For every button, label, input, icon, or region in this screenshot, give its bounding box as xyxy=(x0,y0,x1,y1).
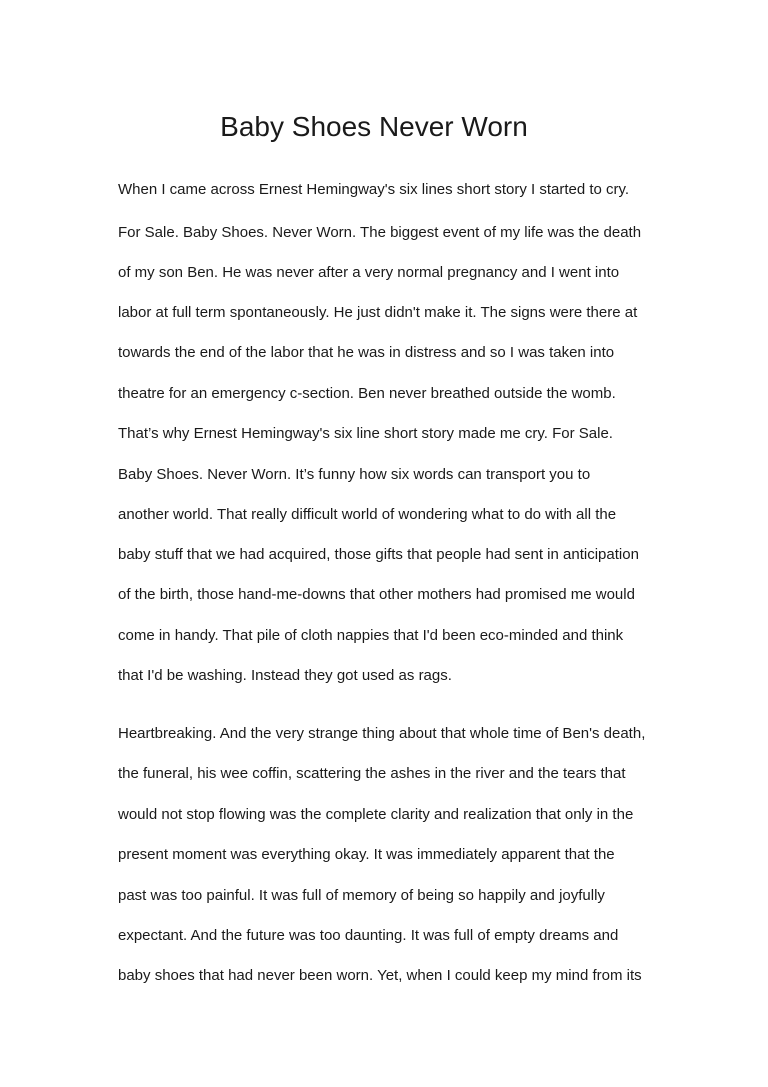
text-line: baby shoes that had never been worn. Yet, when I could keep my mind from its xyxy=(118,967,642,984)
text-line: theatre for an emergency c-section. Ben never breathed outside the womb. xyxy=(118,385,616,402)
text-line: For Sale. Baby Shoes. Never Worn. The biggest event of my life was the death xyxy=(118,224,642,241)
text-line: When I came across Ernest Hemingway's six lines short story I started to cry. xyxy=(118,181,630,198)
text-line: would not stop flowing was the complete clarity and realization that only in the xyxy=(118,806,634,823)
text-line: baby stuff that we had acquired, those gifts that people had sent in anticipation xyxy=(118,546,639,563)
text-line: that I'd be washing. Instead they got used as rags. xyxy=(118,667,452,684)
text-line: That’s why Ernest Hemingway's six line short story made me cry. For Sale. xyxy=(118,425,613,442)
text-line: come in handy. That pile of cloth nappies that I'd been eco-minded and think xyxy=(118,627,624,644)
text-line: past was too painful. It was full of memory of being so happily and joyfully xyxy=(118,887,605,904)
text-line: another world. That really difficult world of wondering what to do with all the xyxy=(118,506,617,523)
text-line: Baby Shoes. Never Worn. It’s funny how six words can transport you to xyxy=(118,466,591,483)
text-line: of the birth, those hand-me-downs that other mothers had promised me would xyxy=(118,586,635,603)
text-line: towards the end of the labor that he was in distress and so I was taken into xyxy=(118,344,615,361)
text-line: labor at full term spontaneously. He just didn't make it. The signs were there at xyxy=(118,304,638,321)
page-title: Baby Shoes Never Worn xyxy=(220,111,528,142)
text-line: the funeral, his wee coffin, scattering the ashes in the river and the tears that xyxy=(118,765,626,782)
text-line: of my son Ben. He was never after a very normal pregnancy and I went into xyxy=(118,264,620,281)
text-line: expectant. And the future was too daunting. It was full of empty dreams and xyxy=(118,927,619,944)
text-line: present moment was everything okay. It was immediately apparent that the xyxy=(118,846,615,863)
text-line: Heartbreaking. And the very strange thing about that whole time of Ben's death, xyxy=(118,725,646,742)
